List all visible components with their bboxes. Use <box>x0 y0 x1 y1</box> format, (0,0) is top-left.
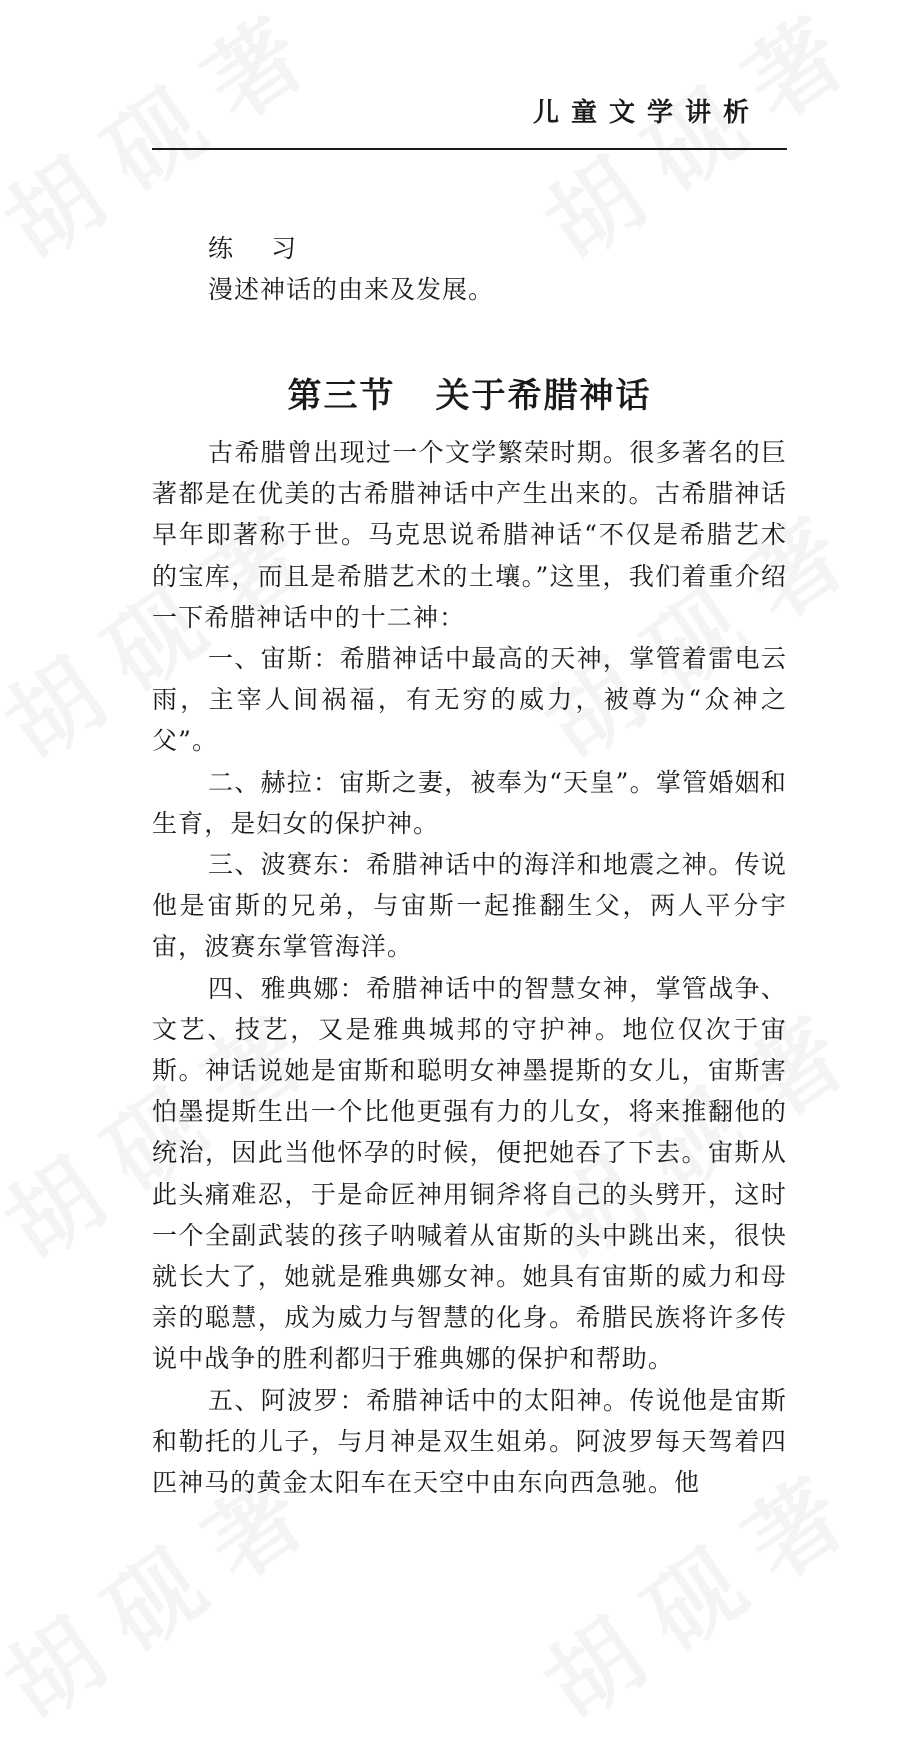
page-header <box>152 88 787 150</box>
section-name: 关于希腊神话 <box>435 376 652 416</box>
paragraph: 古希腊曾出现过一个文学繁荣时期。很多著名的巨著都是在优美的古希腊神话中产生出来的。古希腊神话早年即著称于世。马克思说希腊神话“不仅是希腊艺术的宝库，而且是希腊艺术的土壤。”这里，我们着重介绍一下希腊神话中的十二神： <box>152 438 787 632</box>
paragraph: 三、波赛东：希腊神话中的海洋和地震之神。传说他是宙斯的兄弟，与宙斯一起推翻生父，两人平分宇宙，波赛东掌管海洋。 <box>152 850 787 962</box>
exercise-heading-part: 练 <box>208 234 238 263</box>
paragraph: 四、雅典娜：希腊神话中的智慧女神，掌管战争、文艺、技艺，又是雅典城邦的守护神。地位仅次于宙斯。神话说她是宙斯和聪明女神墨提斯的女儿，宙斯害怕墨提斯生出一个比他更强有力的儿女，将来推翻他的统治，因此当他怀孕的时候，便把她吞了下去。宙斯从此头痛难忍，于是命匠神用铜斧将自己的头劈开，这时一个全副武装的孩子呐喊着从宙斯的头中跳出来，很快就长大了，她就是雅典娜女神。她具有宙斯的威力和母亲的聪慧，成为威力与智慧的化身。希腊民族将许多传说中战争的胜利都归于雅典娜的保护和帮助。 <box>152 973 787 1374</box>
paragraph: 一、宙斯：希腊神话中最高的天神，掌管着雷电云雨，主宰人间祸福，有无穷的威力，被尊为“众神之父”。 <box>152 644 787 756</box>
paragraph: 五、阿波罗：希腊神话中的太阳神。传说他是宙斯和勒托的儿子，与月神是双生姐弟。阿波罗每天驾着四匹神马的黄金太阳车在天空中由东向西急驰。他 <box>152 1385 787 1498</box>
page-content <box>152 228 787 1503</box>
body-text <box>152 432 787 1503</box>
section-number: 第三节 <box>287 376 396 416</box>
section-title <box>152 372 787 420</box>
exercise-heading <box>152 228 787 269</box>
exercise-question: 漫述神话的由来及发展。 <box>208 275 495 304</box>
paragraph: 二、赫拉：宙斯之妻，被奉为“天皇”。掌管婚姻和生育，是妇女的保护神。 <box>152 767 787 838</box>
exercise-heading-part: 习 <box>271 234 301 263</box>
running-title: 儿童文学讲析 <box>532 98 761 128</box>
